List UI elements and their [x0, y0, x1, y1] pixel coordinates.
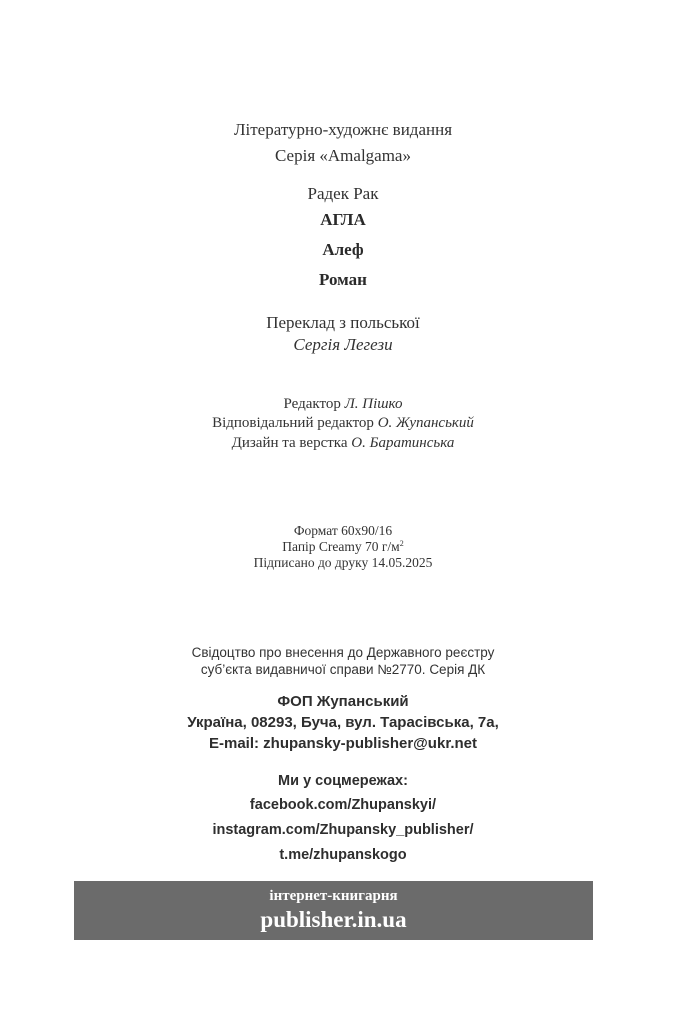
- print-format: Формат 60х90/16: [293, 523, 393, 538]
- series-name: Серія «Amalgama»: [275, 146, 411, 165]
- bookstore-label: інтернет-книгарня: [269, 888, 398, 904]
- book-subtitle: Алеф: [322, 240, 364, 259]
- credit-design-layout: Дизайн та верстка О. Баратинська: [231, 435, 455, 451]
- bookstore-url[interactable]: publisher.in.ua: [260, 907, 407, 932]
- translator-name: Сергія Легези: [293, 335, 393, 354]
- registry-line-2: суб’єкта видавничої справи №2770. Серія ДК: [200, 662, 486, 677]
- author-name: Радек Рак: [307, 184, 379, 203]
- translation-label: Переклад з польської: [266, 313, 420, 332]
- book-title: АГЛА: [320, 210, 366, 229]
- social-link-facebook[interactable]: facebook.com/Zhupanskyi/: [249, 797, 437, 813]
- credit-responsible-editor: Відповідальний редактор О. Жупанський: [212, 415, 474, 431]
- print-signed-date: Підписано до друку 14.05.2025: [253, 555, 433, 570]
- social-link-telegram[interactable]: t.me/zhupanskogo: [279, 847, 407, 863]
- print-paper: Папір Creamy 70 $г/м^2$: [282, 539, 404, 554]
- publisher-address: Україна, 08293, Буча, вул. Тарасівська, 7а,: [187, 714, 499, 731]
- book-genre: Роман: [319, 270, 367, 289]
- social-link-instagram[interactable]: instagram.com/Zhupansky_publisher/: [212, 822, 474, 838]
- credit-editor: Редактор Л. Пішко: [283, 396, 403, 412]
- bookstore-banner: [74, 881, 593, 940]
- social-heading: Ми у соцмережах:: [278, 773, 408, 789]
- publisher-name: ФОП Жупанський: [277, 693, 409, 710]
- publisher-email: E-mail: zhupansky-publisher@ukr.net: [208, 735, 477, 752]
- registry-line-1: Свідоцтво про внесення до Державного реєстру: [191, 645, 495, 660]
- edition-type: Літературно-художнє видання: [233, 120, 453, 139]
